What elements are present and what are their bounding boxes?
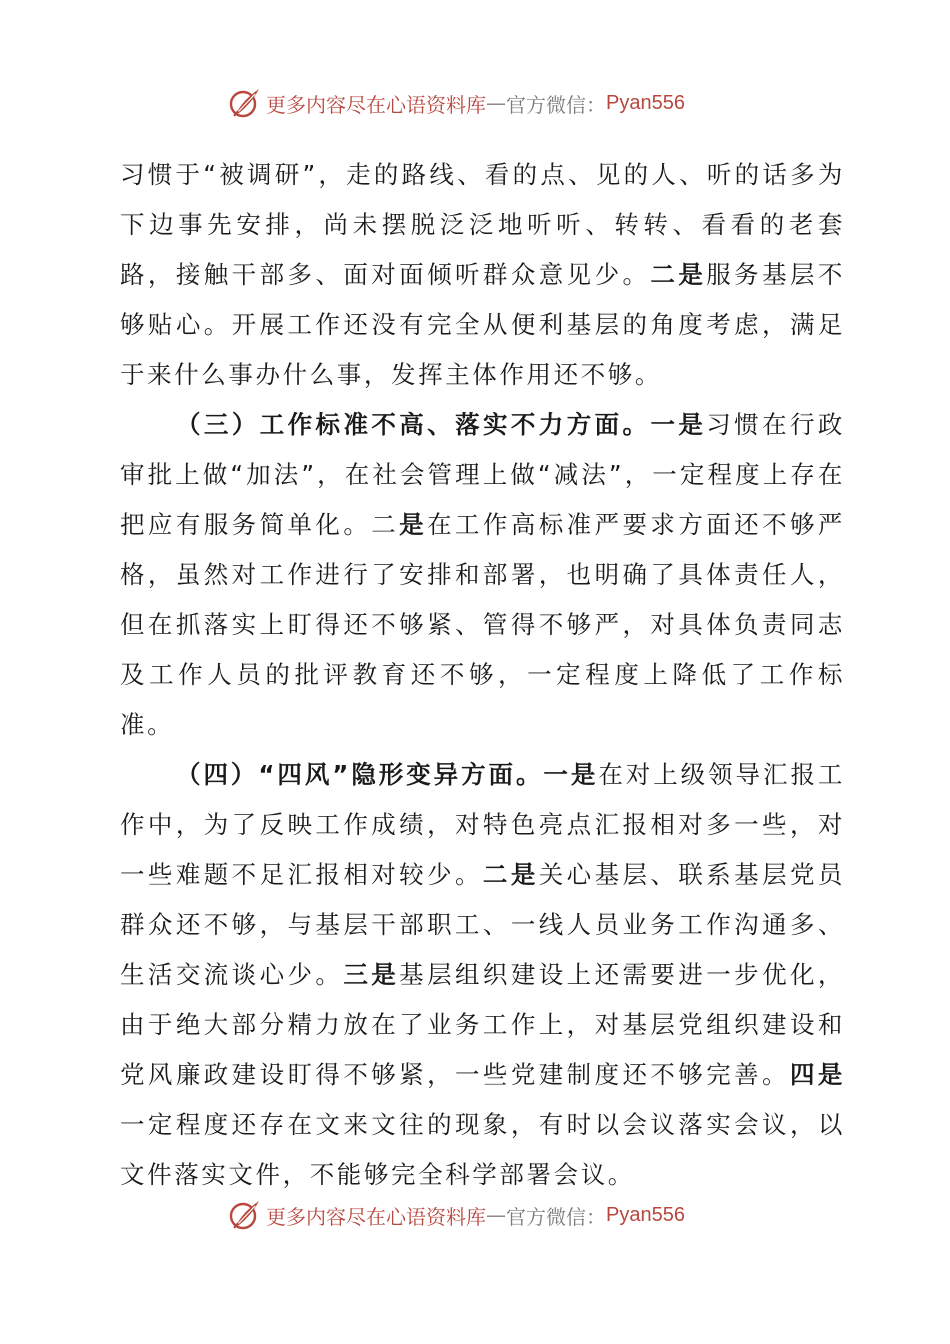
paragraph	[120, 750, 845, 1200]
bold-text-run: 四是	[789, 1060, 846, 1089]
text-run: 习惯在行政审批上做“加法”，在社会管理上做“减法”，一定程度上存在把应有服务简单化。二	[120, 410, 845, 539]
footer-separator: —	[486, 1203, 506, 1227]
quill-logo-icon	[228, 1198, 262, 1232]
quill-logo-icon	[228, 86, 262, 120]
text-run: 习惯于“被调研”，走的路线、看的点、见的人、听的话多为下边事先安排，尚未摆脱泛泛地听听、转转、看看的老套路，接触干部多、面对面倾听群众意见少。	[120, 160, 845, 289]
text-run: 一定程度还存在文来文往的现象，有时以会议落实会议，以文件落实文件，不能够完全科学部署会议。	[120, 1110, 845, 1189]
footer-banner	[228, 1195, 748, 1235]
text-run: 服务基层不够贴心。开展工作还没有完全从便利基层的角度考虑，满足于来什么事办什么事，发挥主体作用还不够。	[120, 260, 846, 389]
header-banner	[228, 83, 748, 123]
bold-text-run: 是	[399, 510, 428, 539]
paragraph	[120, 400, 845, 750]
bold-text-run: （三）工作标准不高、落实不力方面。一是	[176, 410, 707, 439]
document-body	[120, 150, 845, 1200]
text-run: 在对上级领导汇报工作中，为了反映工作成绩，对特色亮点汇报相对多一些，对一些难题不足汇报相对较少。	[120, 760, 845, 889]
footer-wechat-id: Pyan556	[606, 1203, 685, 1226]
bold-text-run: 二是	[650, 260, 707, 289]
bold-text-run: （四）“四风”隐形变异方面。一是	[176, 760, 599, 789]
header-wechat-label: 官方微信：	[506, 92, 606, 117]
text-run: 在工作高标准严要求方面还不够严格，虽然对工作进行了安排和部署，也明确了具体责任人，但在抓落实上盯得还不够紧、管得不够严，对具体负责同志及工作人员的批评教育还不够，一定程度上降低了工作标准。	[120, 510, 845, 739]
text-run: 关心基层、联系基层党员群众还不够，与基层干部职工、一线人员业务工作沟通多、生活交流谈心少。	[120, 860, 845, 989]
bold-text-run: 三是	[343, 960, 400, 989]
bold-text-run: 二是	[482, 860, 539, 889]
paragraph	[120, 150, 845, 400]
footer-brand-text: 更多内容尽在心语资料库	[266, 1204, 486, 1229]
text-run: 基层组织建设上还需要进一步优化，由于绝大部分精力放在了业务工作上，对基层党组织建设和党风廉政建设盯得不够紧，一些党建制度还不够完善。	[120, 960, 845, 1089]
header-brand-text: 更多内容尽在心语资料库	[266, 92, 486, 117]
header-wechat-id: Pyan556	[606, 91, 685, 114]
footer-wechat-label: 官方微信：	[506, 1204, 606, 1229]
header-separator: —	[486, 91, 506, 115]
